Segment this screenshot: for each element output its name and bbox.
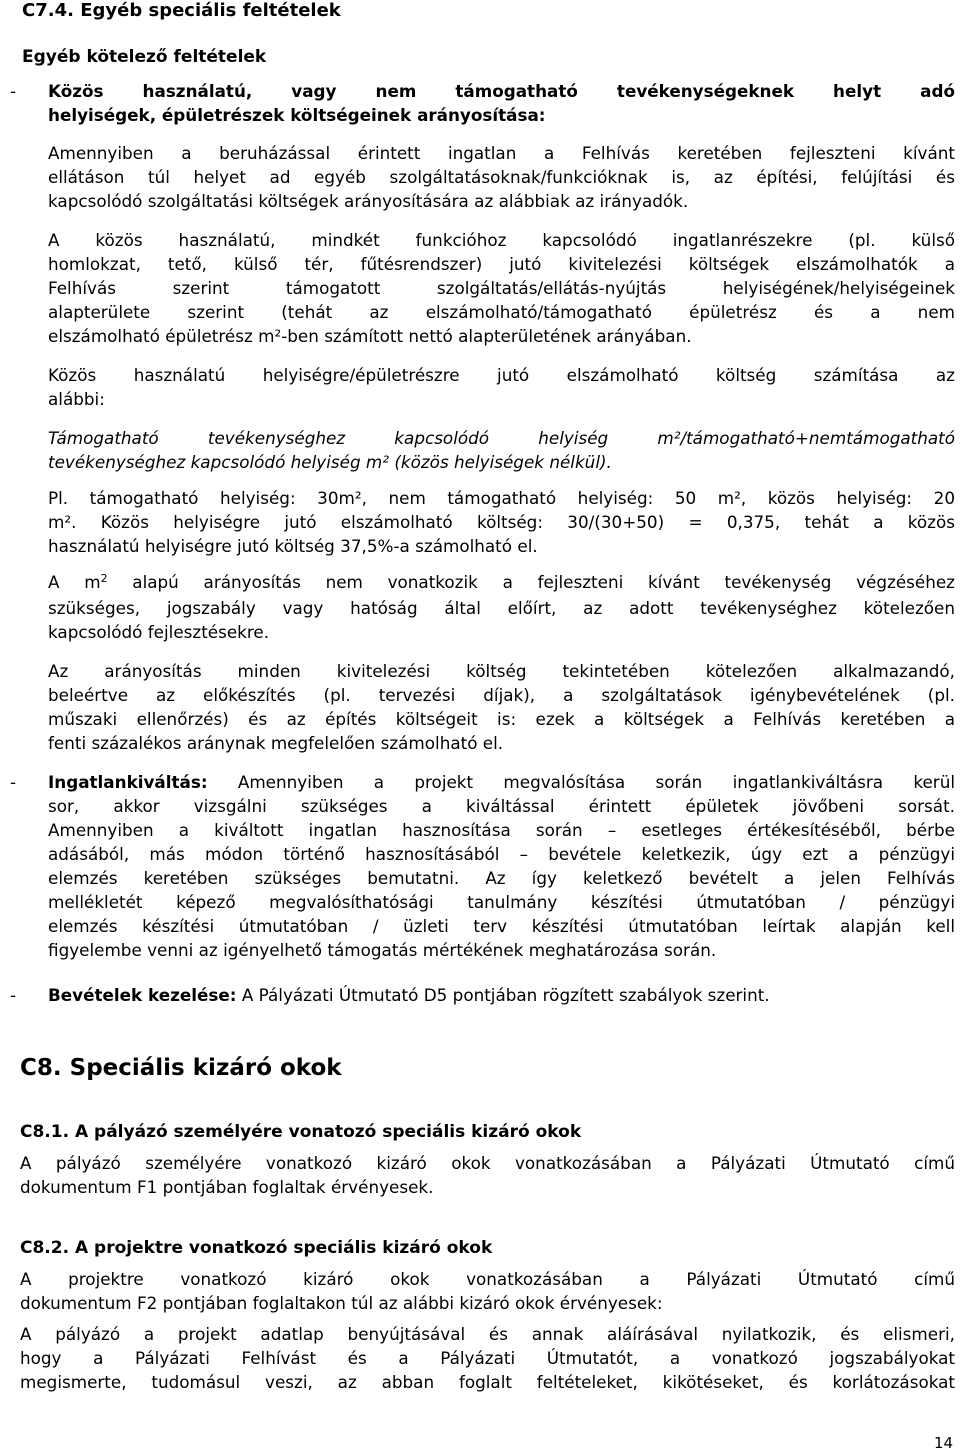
example-line: m². Közös helyiségre jutó elszámolható költség: 30/(30+50) = 0,375, tehát a közös: [48, 512, 955, 532]
paragraph-line: A pályázó személyére vonatkozó kizáró okok vonatkozásában a Pályázati Útmutató című: [20, 1153, 955, 1173]
paragraph-line: figyelembe venni az igényelhető támogatás mértékének meghatározása során.: [48, 940, 717, 960]
paragraph-line: ellátáson túl helyet ad egyéb szolgáltatásoknak/funkcióknak is, az építési, felújítási és: [48, 167, 955, 187]
formula-line: tevékenységhez kapcsolódó helyiség m² (közös helyiségek nélkül).: [48, 452, 612, 472]
superscript: 2: [100, 572, 108, 585]
text-fragment: Amennyiben a projekt megvalósítása során ingatlankiváltásra kerül: [207, 772, 955, 792]
item-label: Ingatlankiváltás:: [48, 772, 208, 792]
paragraph-line: elszámolható épületrész m²-ben számított nettó alapterületének arányában.: [48, 326, 692, 346]
section-title-c8: C8. Speciális kizáró okok: [20, 1055, 342, 1081]
paragraph-line: Az arányosítás minden kivitelezési költség tekintetében kötelezően alkalmazandó,: [48, 661, 955, 681]
paragraph-line: Amennyiben a beruházással érintett ingatlan a Felhívás keretében fejleszteni kívánt: [48, 143, 955, 163]
paragraph-line: elemzés készítési útmutatóban / üzleti terv készítési útmutatóban leírtak alapján kell: [48, 916, 955, 936]
paragraph-line: műszaki ellenőrzés) és az építés költségeit is: ezek a költségek a Felhívás keretében a: [48, 709, 955, 729]
item-heading-line: Közös használatú, vagy nem támogatható tevékenységeknek helyt adó: [48, 81, 955, 101]
paragraph-line: beleértve az előkészítés (pl. tervezési díjak), a szolgáltatások igénybevételének (pl.: [48, 685, 955, 705]
paragraph-line: alábbi:: [48, 389, 105, 409]
paragraph-line: elemzés keretében szükséges bemutatni. Az így keletkező bevételt a jelen Felhívás: [48, 868, 955, 888]
example-line: használatú helyiségre jutó költség 37,5%-a számolható el.: [48, 536, 538, 556]
paragraph-line: Közös használatú helyiségre/épületrészre jutó elszámolható költség számítása az: [48, 365, 955, 385]
paragraph-line: A pályázó a projekt adatlap benyújtásával és annak aláírásával nyilatkozik, és elismeri,: [20, 1324, 955, 1344]
section-subtitle: Egyéb kötelező feltételek: [22, 47, 267, 67]
paragraph-line: homlokzat, tető, külső tér, fűtésrendszer) jutó kivitelezési költségek elszámolhatók a: [48, 254, 955, 274]
text-fragment: alapú arányosítás nem vonatkozik a fejleszteni kívánt tevékenység végzéséhez: [107, 572, 955, 592]
paragraph-line: dokumentum F2 pontjában foglaltakon túl az alábbi kizáró okok érvényesek:: [20, 1293, 663, 1313]
list-bullet-dash: -: [10, 985, 17, 1005]
paragraph-line: Amennyiben a kiváltott ingatlan hasznosítása során – esetleges értékesítéséből, bérbe: [48, 820, 955, 840]
text-fragment: A m: [48, 572, 101, 592]
section-title-c74: C7.4. Egyéb speciális feltételek: [22, 0, 341, 21]
subsection-title-c81: C8.1. A pályázó személyére vonatozó speciális kizáró okok: [20, 1122, 582, 1142]
paragraph-line: szükséges, jogszabály vagy hatóság által előírt, az adott tevékenységhez kötelezően: [48, 598, 955, 618]
page-number: 14: [934, 1434, 954, 1452]
formula-line: Támogatható tevékenységhez kapcsolódó helyiség m²/támogatható+nemtámogatható: [48, 428, 955, 448]
paragraph-line: Felhívás szerint támogatott szolgáltatás/ellátás-nyújtás helyiségének/helyiségeinek: [48, 278, 955, 298]
paragraph-line: alapterülete szerint (tehát az elszámolható/támogatható épületrész és a nem: [48, 302, 955, 322]
paragraph-line: kapcsolódó szolgáltatási költségek arányosítására az alábbiak az irányadók.: [48, 191, 689, 211]
paragraph-line: sor, akkor vizsgálni szükséges a kiváltással érintett épületek jövőbeni sorsát.: [48, 796, 955, 816]
paragraph-line: [48, 770, 955, 794]
paragraph-line: kapcsolódó fejlesztésekre.: [48, 622, 270, 642]
paragraph-line: fenti százalékos aránynak megfelelően számolható el.: [48, 733, 504, 753]
subsection-title-c82: C8.2. A projektre vonatkozó speciális kizáró okok: [20, 1238, 493, 1258]
paragraph-line: mellékletét képező megvalósíthatósági tanulmány készítési útmutatóban / pénzügyi: [48, 892, 955, 912]
example-line: Pl. támogatható helyiség: 30m², nem támogatható helyiség: 50 m², közös helyiség: 20: [48, 488, 955, 508]
text-fragment: A Pályázati Útmutató D5 pontjában rögzített szabályok szerint.: [236, 985, 770, 1005]
paragraph-line: adásából, más módon történő hasznosításából – bevétele keletkezik, úgy ezt a pénzügyi: [48, 844, 955, 864]
paragraph-line: hogy a Pályázati Felhívást és a Pályázati Útmutatót, a vonatkozó jogszabályokat: [20, 1348, 955, 1368]
paragraph-line: [48, 570, 955, 594]
paragraph-line: dokumentum F1 pontjában foglaltak érvényesek.: [20, 1177, 434, 1197]
paragraph-line: A projektre vonatkozó kizáró okok vonatkozásában a Pályázati Útmutató című: [20, 1269, 955, 1289]
list-bullet-dash: -: [10, 772, 17, 792]
item-label: Bevételek kezelése:: [48, 985, 237, 1005]
paragraph-line: megismerte, tudomásul veszi, az abban foglalt feltételeket, kikötéseket, és korlátozásokat: [20, 1372, 955, 1392]
paragraph-line: [48, 983, 955, 1007]
list-bullet-dash: -: [10, 81, 17, 101]
paragraph-line: A közös használatú, mindkét funkcióhoz kapcsolódó ingatlanrészekre (pl. külső: [48, 230, 955, 250]
item-heading-line: helyiségek, épületrészek költségeinek arányosítása:: [48, 105, 546, 125]
